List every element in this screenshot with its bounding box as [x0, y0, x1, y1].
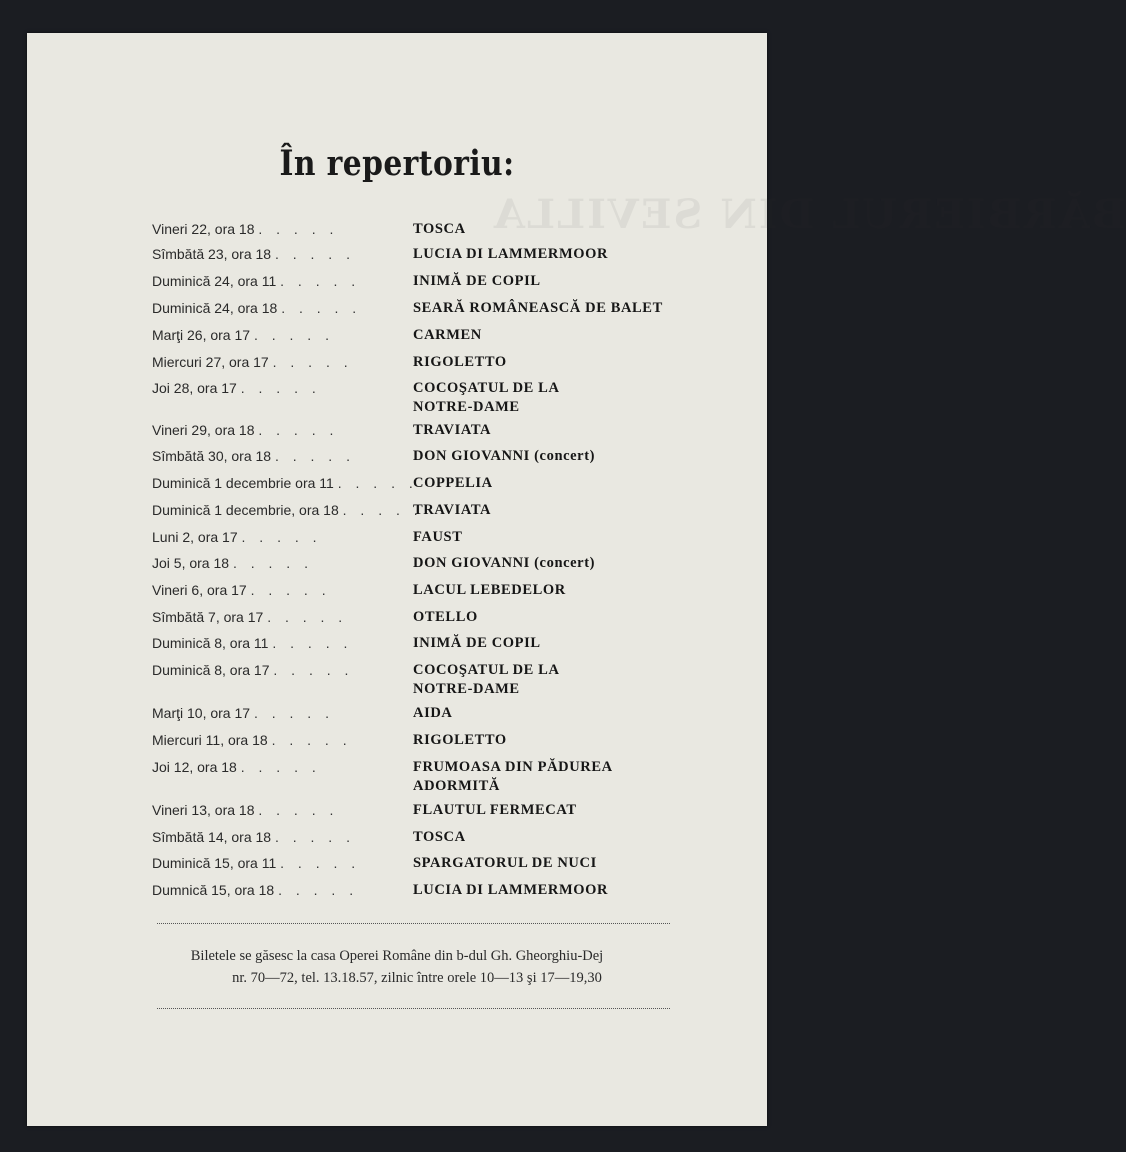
- dotted-divider-bottom: [157, 1008, 670, 1009]
- leader-dots: . . . . .: [253, 327, 334, 343]
- performance-title-line-1: TOSCA: [413, 221, 466, 237]
- schedule-row: [27, 554, 767, 574]
- performance-title-line-1: COPPELIA: [413, 475, 493, 491]
- performance-date: [152, 801, 407, 819]
- performance-title: [413, 474, 753, 492]
- performance-title-line-1: LUCIA DI LAMMERMOOR: [413, 882, 609, 898]
- performance-date-text: Duminică 8, ora 11: [152, 635, 269, 651]
- leader-dots: . . . . .: [271, 732, 352, 748]
- schedule-row: [27, 353, 767, 373]
- performance-date-text: Duminică 1 decembrie ora 11: [152, 475, 334, 491]
- page-title: În repertoriu:: [279, 143, 515, 184]
- performance-title: [413, 608, 753, 626]
- schedule-row: [27, 581, 767, 601]
- performance-date: [152, 661, 407, 679]
- performance-date: [152, 379, 407, 397]
- ticket-info-line-1: Biletele se găsesc la casa Operei Române din b-dul Gh. Gheorghiu-Dej: [190, 948, 604, 964]
- schedule-row: [27, 608, 767, 628]
- performance-title: [413, 299, 753, 317]
- performance-title: [413, 379, 753, 416]
- performance-date: [152, 326, 407, 344]
- schedule-row: [27, 854, 767, 874]
- performance-date-text: Vineri 22, ora 18: [152, 221, 255, 237]
- performance-title: [413, 326, 753, 344]
- performance-date: [152, 528, 407, 546]
- schedule-row: [27, 634, 767, 654]
- performance-date-text: Vineri 6, ora 17: [152, 582, 247, 598]
- show-through-shadow: BĂRBIERUL DIN SEVILLA: [492, 191, 1126, 238]
- performance-date-text: Vineri 29, ora 18: [152, 422, 255, 438]
- leader-dots: . . . . .: [278, 882, 359, 898]
- performance-date: [152, 758, 407, 776]
- performance-date-text: Miercuri 27, ora 17: [152, 354, 269, 370]
- performance-date-text: Duminică 24, ora 11: [152, 273, 277, 289]
- performance-date: [152, 245, 407, 263]
- performance-title: [413, 245, 753, 263]
- schedule-row: [27, 474, 767, 494]
- performance-date-text: Sîmbătă 23, ora 18: [152, 246, 272, 262]
- schedule-row: [27, 661, 767, 697]
- performance-title-line-1: AIDA: [413, 705, 453, 721]
- performance-title: [413, 581, 753, 599]
- schedule-row: [27, 828, 767, 848]
- leader-dots: . . . . .: [272, 354, 353, 370]
- performance-date-text: Vineri 13, ora 18: [152, 802, 255, 818]
- performance-date: [152, 353, 407, 371]
- schedule-row: [27, 326, 767, 346]
- performance-title: [413, 554, 753, 572]
- performance-date-text: Dumnică 15, ora 18: [152, 882, 275, 898]
- schedule-row: [27, 528, 767, 548]
- performance-date: [152, 731, 407, 749]
- performance-date-text: Joi 28, ora 17: [152, 380, 237, 396]
- performance-title-line-1: DON GIOVANNI (concert): [413, 448, 596, 464]
- performance-date-text: Marţi 26, ora 17: [152, 327, 251, 343]
- schedule-row: [27, 245, 767, 265]
- performance-title-line-1: FLAUTUL FERMECAT: [413, 802, 577, 818]
- performance-title-line-2: NOTRE-DAME: [413, 681, 520, 697]
- schedule-row: [27, 758, 767, 794]
- schedule-row: [27, 272, 767, 292]
- schedule-row: [27, 299, 767, 319]
- performance-date: [152, 501, 423, 519]
- leader-dots: . . . . .: [280, 273, 361, 289]
- performance-title: [413, 854, 753, 872]
- performance-title-line-1: DON GIOVANNI (concert): [413, 555, 596, 571]
- performance-date: [152, 447, 407, 465]
- performance-date-text: Marţi 10, ora 17: [152, 705, 251, 721]
- performance-title-line-1: OTELLO: [413, 609, 478, 625]
- performance-date-text: Sîmbătă 7, ora 17: [152, 609, 264, 625]
- performance-date: [152, 220, 407, 238]
- performance-title: [413, 801, 753, 819]
- leader-dots: . . . . .: [240, 380, 321, 396]
- schedule-row: [27, 881, 767, 901]
- performance-title: [413, 353, 753, 371]
- leader-dots: . . . . .: [258, 422, 339, 438]
- performance-date: [152, 554, 407, 572]
- performance-date: [152, 581, 407, 599]
- performance-title-line-1: RIGOLETTO: [413, 732, 507, 748]
- performance-title: [413, 501, 753, 519]
- leader-dots: . . . . .: [274, 246, 355, 262]
- leader-dots: . . . . .: [274, 448, 355, 464]
- performance-date: [152, 474, 418, 492]
- schedule-row: [27, 731, 767, 751]
- schedule-row: [27, 447, 767, 467]
- schedule-row: [27, 421, 767, 441]
- schedule-row: [27, 801, 767, 821]
- performance-title-line-2: NOTRE-DAME: [413, 399, 520, 415]
- performance-date-text: Duminică 1 decembrie, ora 18: [152, 502, 339, 518]
- leader-dots: . . . . .: [267, 609, 348, 625]
- ticket-info: [27, 945, 767, 989]
- leader-dots: . . . . .: [342, 502, 423, 518]
- leader-dots: . . . . .: [337, 475, 418, 491]
- ticket-info-line-2: nr. 70—72, tel. 13.18.57, zilnic între orele 10—13 şi 17—19,30: [232, 970, 602, 986]
- performance-title-line-1: FRUMOASA DIN PĂDUREA: [413, 759, 613, 775]
- schedule-row: [27, 220, 767, 240]
- performance-title: [413, 220, 753, 238]
- leader-dots: . . . . .: [232, 555, 313, 571]
- performance-title-line-1: COCOŞATUL DE LA: [413, 380, 560, 396]
- performance-title: [413, 634, 753, 652]
- leader-dots: . . . . .: [274, 829, 355, 845]
- performance-date: [152, 828, 407, 846]
- performance-title-line-1: INIMĂ DE COPIL: [413, 635, 541, 651]
- leader-dots: . . . . .: [240, 759, 321, 775]
- performance-date-text: Sîmbătă 30, ora 18: [152, 448, 272, 464]
- performance-title-line-1: INIMĂ DE COPIL: [413, 273, 541, 289]
- performance-date-text: Miercuri 11, ora 18: [152, 732, 268, 748]
- performance-title: [413, 272, 753, 290]
- leader-dots: . . . . .: [253, 705, 334, 721]
- performance-title-line-1: SEARĂ ROMÂNEASCĂ DE BALET: [413, 300, 663, 316]
- performance-date-text: Sîmbătă 14, ora 18: [152, 829, 272, 845]
- leader-dots: . . . . .: [281, 300, 362, 316]
- leader-dots: . . . . .: [280, 855, 361, 871]
- schedule-row: [27, 704, 767, 724]
- performance-title-line-1: SPARGATORUL DE NUCI: [413, 855, 597, 871]
- leader-dots: . . . . .: [241, 529, 322, 545]
- performance-title-line-2: ADORMITĂ: [413, 778, 500, 794]
- performance-title-line-1: LUCIA DI LAMMERMOOR: [413, 246, 609, 262]
- performance-date-text: Joi 12, ora 18: [152, 759, 237, 775]
- performance-title: [413, 828, 753, 846]
- performance-title: [413, 881, 753, 899]
- leader-dots: . . . . .: [272, 635, 353, 651]
- performance-date-text: Duminică 24, ora 18: [152, 300, 278, 316]
- performance-date: [152, 634, 407, 652]
- performance-date-text: Duminică 8, ora 17: [152, 662, 270, 678]
- performance-title: [413, 758, 753, 795]
- dotted-divider-top: [157, 923, 670, 924]
- performance-date-text: Joi 5, ora 18: [152, 555, 230, 571]
- leader-dots: . . . . .: [258, 802, 339, 818]
- schedule-row: [27, 379, 767, 415]
- performance-title: [413, 661, 753, 698]
- program-sheet: [27, 33, 1126, 1126]
- performance-title: [413, 421, 753, 439]
- leader-dots: . . . . .: [250, 582, 331, 598]
- performance-title-line-1: CARMEN: [413, 327, 482, 343]
- performance-title-line-1: TRAVIATA: [413, 422, 492, 438]
- leader-dots: . . . . .: [273, 662, 354, 678]
- performance-date: [152, 704, 407, 722]
- performance-title-line-1: FAUST: [413, 529, 463, 545]
- leader-dots: . . . . .: [258, 221, 339, 237]
- performance-date: [152, 854, 407, 872]
- performance-title: [413, 528, 753, 546]
- performance-date-text: Luni 2, ora 17: [152, 529, 238, 545]
- performance-title-line-1: TOSCA: [413, 829, 466, 845]
- performance-date-text: Duminică 15, ora 11: [152, 855, 277, 871]
- performance-title: [413, 704, 753, 722]
- performance-title-line-1: RIGOLETTO: [413, 354, 507, 370]
- schedule-row: [27, 501, 767, 521]
- performance-title-line-1: TRAVIATA: [413, 502, 492, 518]
- performance-title: [413, 447, 753, 465]
- performance-date: [152, 272, 407, 290]
- performance-title-line-1: LACUL LEBEDELOR: [413, 582, 566, 598]
- performance-date: [152, 299, 407, 317]
- performance-date: [152, 421, 407, 439]
- performance-date: [152, 608, 407, 626]
- performance-title-line-1: COCOŞATUL DE LA: [413, 662, 560, 678]
- performance-date: [152, 881, 407, 899]
- performance-title: [413, 731, 753, 749]
